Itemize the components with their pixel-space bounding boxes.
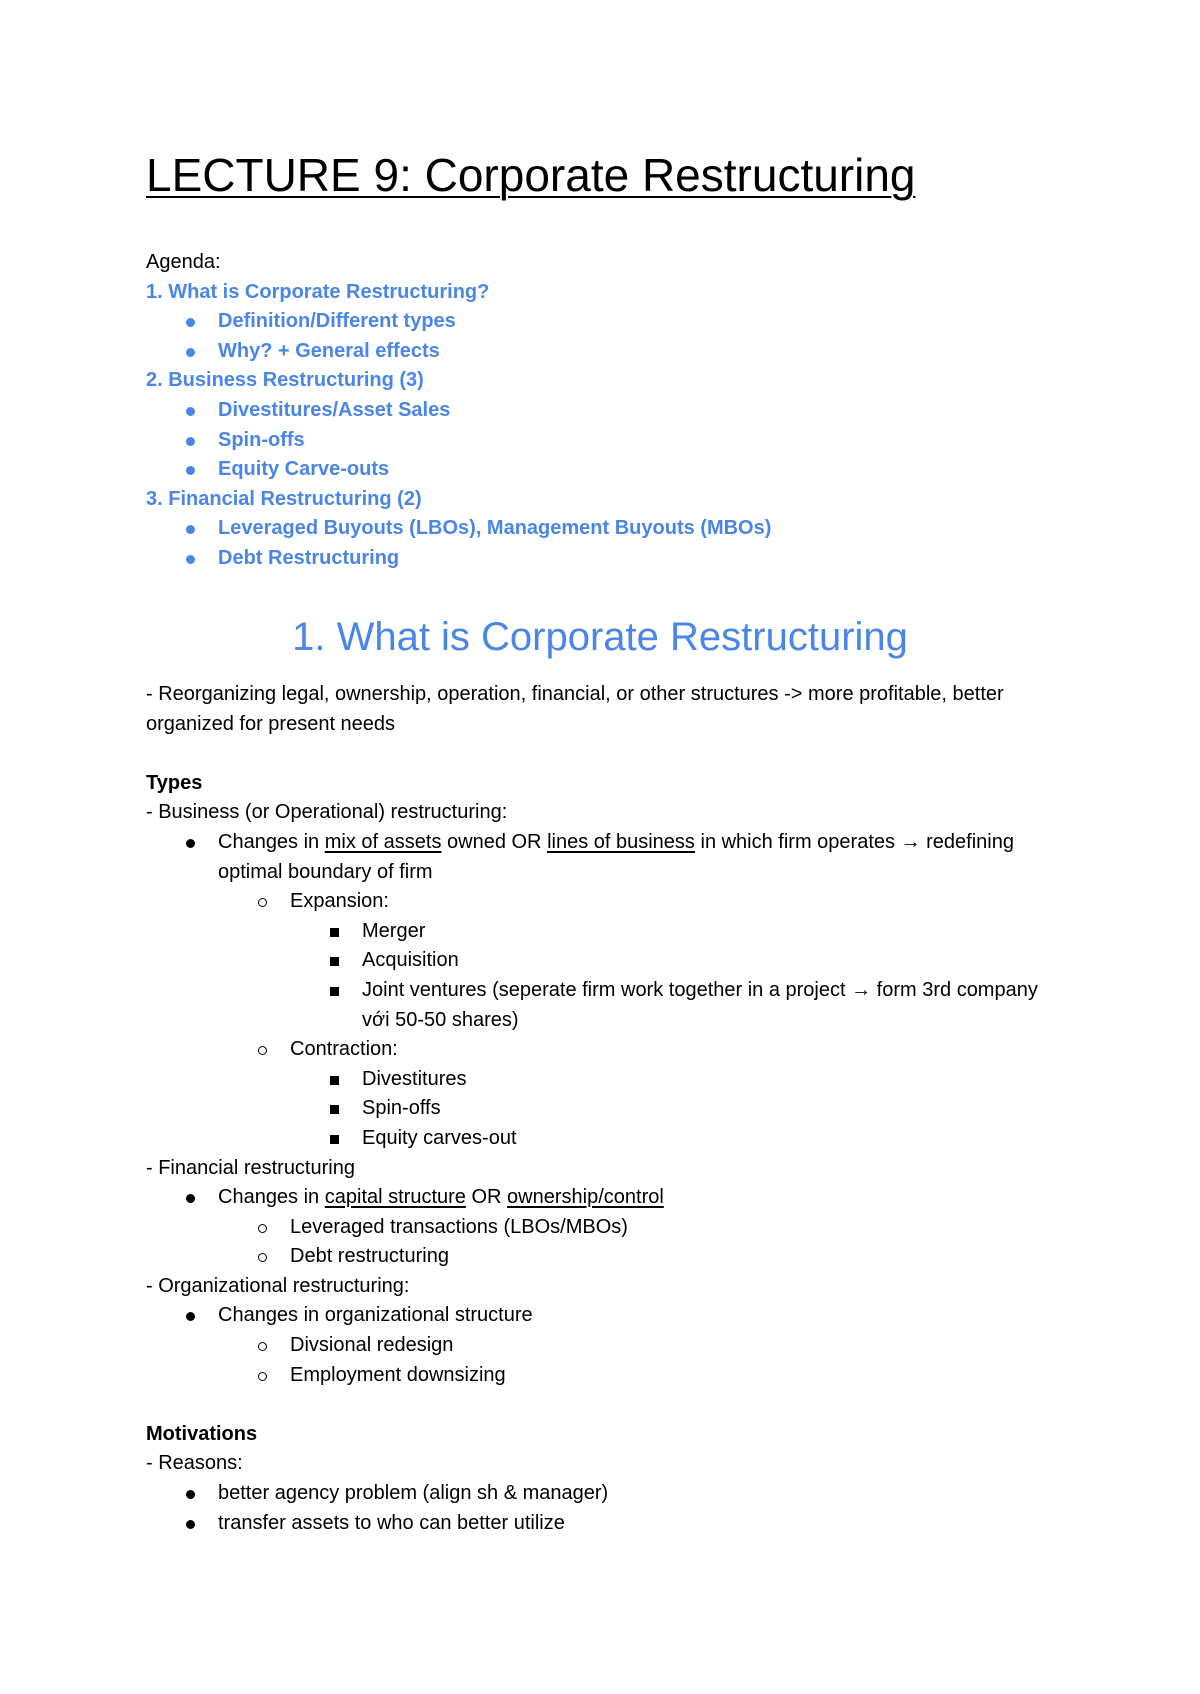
list-item: Equity carves-out	[362, 1124, 1046, 1154]
reasons-list	[146, 1479, 1046, 1538]
sublist	[218, 1213, 1046, 1272]
list-item: better agency problem (align sh & manager)	[218, 1479, 1046, 1509]
list-item: Contraction: Divestitures Spin-offs Equity carves-out	[290, 1035, 1046, 1153]
agenda	[146, 248, 1046, 574]
list-item: Leveraged transactions (LBOs/MBOs)	[290, 1213, 1046, 1243]
list-item: Joint ventures (seperate firm work together in a project → form 3rd company với 50-50 shares)	[362, 976, 1046, 1035]
list-item: Divestitures	[362, 1065, 1046, 1095]
list-item: Changes in mix of assets owned OR lines of business in which firm operates → redefining optimal boundary of firm Expansion: Merger Acquisition Joint ventures (seperate firm work together in a project → form 3rd company với 50-50 shares) Contraction: Divestitures Spin-offs Equity carves-out	[218, 828, 1046, 1154]
list-item: transfer assets to who can better utilize	[218, 1509, 1046, 1539]
list-item: Expansion: Merger Acquisition Joint ventures (seperate firm work together in a project → form 3rd company với 50-50 shares)	[290, 887, 1046, 1035]
agenda-list	[146, 514, 1046, 573]
agenda-section-heading: 1. What is Corporate Restructuring?	[146, 280, 490, 303]
list-item: Changes in organizational structure Divsional redesign Employment downsizing	[218, 1301, 1046, 1390]
list-item: Divsional redesign	[290, 1331, 1046, 1361]
agenda-list	[146, 396, 1046, 485]
agenda-item: Equity Carve-outs	[218, 455, 1046, 485]
agenda-section-heading: 2. Business Restructuring (3)	[146, 369, 424, 392]
document-title: LECTURE 9: Corporate Restructuring	[146, 149, 916, 201]
agenda-item: Debt Restructuring	[218, 544, 1046, 574]
list-item: Acquisition	[362, 946, 1046, 976]
business-label: - Business (or Operational) restructuring:	[146, 801, 508, 824]
reasons-label: - Reasons:	[146, 1452, 243, 1475]
agenda-item: Definition/Different types	[218, 307, 1046, 337]
sublist	[218, 887, 1046, 1153]
agenda-list	[146, 307, 1046, 366]
intro-paragraph: - Reorganizing legal, ownership, operation, financial, or other structures -> more profitable, better organized for present needs	[146, 683, 1004, 735]
list-item: Employment downsizing	[290, 1361, 1046, 1391]
section-body	[146, 680, 1046, 1538]
agenda-section-heading: 3. Financial Restructuring (2)	[146, 487, 422, 510]
list-item: Merger	[362, 917, 1046, 947]
types-heading: Types	[146, 771, 203, 794]
agenda-item: Why? + General effects	[218, 337, 1046, 367]
motivations-heading: Motivations	[146, 1422, 258, 1445]
section-heading: 1. What is Corporate Restructuring	[292, 615, 908, 659]
financial-label: - Financial restructuring	[146, 1156, 355, 1179]
agenda-item: Leveraged Buyouts (LBOs), Management Buyouts (MBOs)	[218, 514, 1046, 544]
list-item: Spin-offs	[362, 1094, 1046, 1124]
agenda-label: Agenda:	[146, 251, 221, 273]
business-list	[146, 828, 1046, 1154]
sublist	[290, 917, 1046, 1035]
sublist	[218, 1331, 1046, 1390]
list-item: Changes in capital structure OR ownership/control Leveraged transactions (LBOs/MBOs) Debt restructuring	[218, 1183, 1046, 1272]
organizational-label: - Organizational restructuring:	[146, 1274, 410, 1297]
agenda-item: Spin-offs	[218, 426, 1046, 456]
agenda-item: Divestitures/Asset Sales	[218, 396, 1046, 426]
sublist	[290, 1065, 1046, 1154]
organizational-list	[146, 1301, 1046, 1390]
financial-list	[146, 1183, 1046, 1272]
list-item: Debt restructuring	[290, 1242, 1046, 1272]
